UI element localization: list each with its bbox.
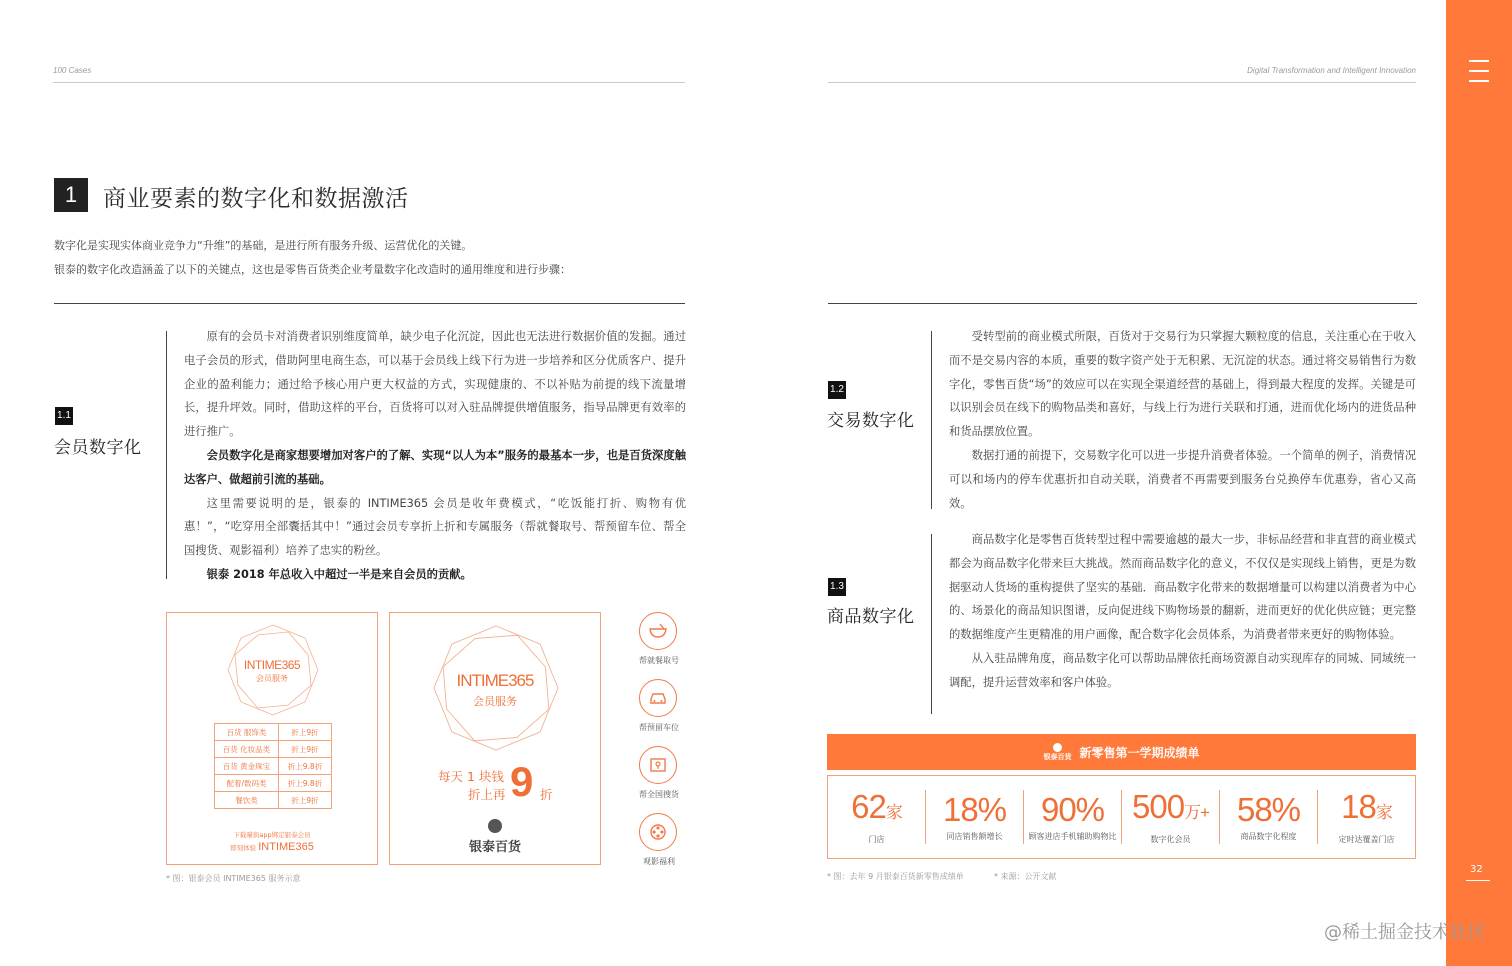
stat-item	[1122, 776, 1219, 858]
stat-number: 90%	[1040, 790, 1105, 828]
stat-number: 500	[1132, 787, 1185, 825]
member-para-4: 银泰 2018 年总收入中超过一半是来自会员的贡献。	[206, 567, 472, 581]
page-number-underline	[1466, 880, 1490, 881]
stat-value	[1040, 790, 1105, 828]
transaction-para-2: 数据打通的前提下，交易数字化可以进一步提升消费者体验。一个简单的例子，消费情况可以和场内的停车优惠折扣自动关联，消费者不再需要到服务台兑换停车优惠券，省心又高效。	[949, 448, 1416, 510]
discount-value: 折上9折	[279, 724, 332, 741]
service-item-search	[624, 746, 694, 800]
subsection-vline-1-3	[931, 534, 932, 714]
card-right-logo-sub: 会员服务	[473, 695, 517, 708]
service-label-movie: 观影福利	[643, 857, 675, 866]
stat-value	[1341, 787, 1392, 830]
intro-line-2: 银泰的数字化改造涵盖了以下的关键点，这也是零售百货类企业考量数字化改造时的通用维度和进行步骤：	[54, 263, 571, 276]
discount-row	[215, 741, 332, 758]
page-number: 32	[1470, 864, 1483, 875]
stat-number: 62	[851, 787, 886, 825]
discount-category: 百货 化妆品类	[215, 741, 279, 758]
card-right-logo: INTIME365	[456, 671, 534, 690]
card-left-footer-1: 下载喵街app绑定银泰会员	[233, 831, 311, 839]
service-label-dining: 帮就餐取号	[639, 656, 679, 665]
discount-value: 折上9.8折	[279, 775, 332, 792]
discount-category: 百货 服饰类	[215, 724, 279, 741]
subsection-title-transaction: 交易数字化	[827, 411, 915, 431]
card-left-footer-logo: INTIME365	[258, 841, 314, 853]
card-right-slogan-1: 每天 1 块钱	[438, 769, 504, 784]
stats-title: 新零售第一学期成绩单	[1079, 745, 1200, 760]
discount-row	[215, 775, 332, 792]
service-item-dining	[624, 612, 694, 666]
stat-label: 数字化会员	[1150, 834, 1191, 844]
header-left: 100 Cases	[53, 66, 92, 75]
product-body	[949, 528, 1416, 695]
services-column	[624, 612, 694, 870]
stat-label: 定时达覆盖门店	[1338, 834, 1395, 844]
member-para-3: 这里需要说明的是，银泰的 INTIME365 会员是收年费模式，“吃饭能打折、购物有优惠！”，“吃穿用全部囊括其中！”通过会员专享折上折和专属服务（帮就餐取号、帮预留车位、帮全国搜货、观影福利）培养了忠实的粉丝。	[184, 496, 686, 558]
subsection-vline-1-2	[931, 331, 932, 509]
stat-label: 同店销售额增长	[946, 831, 1003, 841]
header-divider-left	[53, 82, 685, 83]
caption-right-1: * 图：去年 9 月银泰百货新零售成绩单	[827, 872, 964, 881]
membership-card-left	[166, 612, 378, 865]
caption-right-2: * 来源：公开文献	[994, 872, 1057, 881]
transaction-body	[949, 325, 1416, 515]
discount-category: 百货 黄金珠宝	[215, 758, 279, 775]
stat-unit: 家	[1375, 802, 1392, 822]
discount-table	[214, 723, 332, 809]
intime-brand-icon	[488, 819, 502, 833]
stat-value	[1236, 790, 1301, 828]
car-icon	[639, 679, 677, 717]
stat-unit: 家	[885, 802, 902, 822]
map-icon	[639, 746, 677, 784]
stat-number: 58%	[1236, 790, 1301, 828]
discount-row	[215, 758, 332, 775]
card-left-footer-2: 即刻体验	[230, 844, 257, 852]
card-right-big-suffix: 折	[540, 787, 553, 802]
stat-item	[1024, 776, 1121, 858]
divider-left	[54, 303, 685, 304]
member-body	[184, 325, 686, 587]
side-bar	[1446, 0, 1512, 966]
stat-value	[1132, 787, 1209, 830]
member-para-2: 会员数字化是商家想要增加对客户的了解、实现“以人为本”服务的最基本一步，也是百货深度触达客户、做超前引流的基础。	[184, 448, 686, 486]
intro-line-1: 数字化是实现实体商业竞争力“升维”的基础，是进行所有服务升级、运营优化的关键。	[54, 239, 473, 252]
service-label-parking: 帮预留车位	[639, 723, 679, 732]
stats-panel	[827, 775, 1416, 859]
header-divider-right	[828, 82, 1416, 83]
subsection-badge-1-2: 1.2	[828, 381, 846, 399]
discount-value: 折上9.8折	[279, 758, 332, 775]
discount-value: 折上9折	[279, 741, 332, 758]
header-right: Digital Transformation and Intelligent Innovation	[1247, 66, 1416, 75]
stat-number: 18%	[942, 790, 1007, 828]
discount-row	[215, 792, 332, 809]
card-right-slogan-2: 折上再	[468, 787, 506, 802]
discount-category: 餐饮类	[215, 792, 279, 809]
card-left-logo: INTIME365	[243, 658, 301, 672]
hamburger-icon[interactable]	[1469, 58, 1489, 84]
service-item-parking	[624, 679, 694, 733]
intime-logo-icon	[1053, 743, 1062, 752]
stat-item	[926, 776, 1023, 858]
card-left-logo-sub: 会员服务	[256, 674, 288, 683]
caption-left: * 图：银泰会员 INTIME365 服务示意	[166, 874, 301, 883]
divider-right	[828, 303, 1417, 304]
discount-row	[215, 724, 332, 741]
stat-value	[942, 790, 1007, 828]
subsection-vline-1-1	[166, 331, 167, 579]
stat-value	[851, 787, 902, 830]
stats-header	[827, 734, 1416, 770]
discount-category: 配着/数码类	[215, 775, 279, 792]
subsection-badge-1-1: 1.1	[55, 407, 73, 425]
service-label-search: 帮全国搜货	[639, 790, 679, 799]
subsection-badge-1-3: 1.3	[828, 578, 846, 596]
stat-label: 顾客进店手机辅助购物比	[1028, 831, 1117, 841]
stats-brand: 银泰百货	[1043, 752, 1072, 761]
service-item-movie	[624, 813, 694, 867]
product-para-1: 商品数字化是零售百货转型过程中需要逾越的最大一步，非标品经营和非直营的商业模式都会为商品数字化带来巨大挑战。然而商品数字化的意义，不仅仅是实现线上销售，更是为数据驱动人货场的重构提供了坚实的基础．商品数字化带来的数据增量可以构建以消费者为中心的、场景化的商品知识图谱，反向促进线下购物场景的翻新，进而更好的优化供应链；更完整的数据维度产生更精准的用户画像，配合数字化会员体系，为消费者带来更好的购物体验。	[949, 533, 1416, 642]
discount-value: 折上9折	[279, 792, 332, 809]
stat-unit: 万+	[1184, 802, 1209, 822]
subsection-title-member: 会员数字化	[54, 438, 142, 458]
stat-label: 门店	[868, 834, 885, 844]
stat-number: 18	[1341, 787, 1376, 825]
film-reel-icon	[639, 813, 677, 851]
stat-item	[828, 776, 925, 858]
bowl-icon	[639, 612, 677, 650]
subsection-title-product: 商品数字化	[827, 607, 915, 627]
section-title: 商业要素的数字化和数据激活	[103, 186, 409, 212]
watermark: @稀土掘金技术社区	[1324, 922, 1486, 943]
card-right-big-num: 9	[510, 758, 534, 805]
card-right-brand: 银泰百货	[468, 840, 521, 855]
stat-label: 商品数字化程度	[1240, 831, 1297, 841]
section-number-box: 1	[54, 178, 88, 212]
member-para-1: 原有的会员卡对消费者识别维度简单，缺少电子化沉淀，因此也无法进行数据价值的发掘。通过电子会员的形式，借助阿里电商生态，可以基于会员线上线下行为进一步培养和区分优质客户、提升企业的盈利能力；通过给予核心用户更大权益的方式，实现健康的、不以补贴为前提的线下流量增长，提升坪效。同时，借助这样的平台，百货将可以对入驻品牌提供增值服务，指导品牌更有效率的进行推广。	[184, 330, 686, 439]
product-para-2: 从入驻品牌角度，商品数字化可以帮助品牌依托商场资源自动实现库存的同城、同域统一调配，提升运营效率和客户体验。	[949, 651, 1416, 689]
transaction-para-1: 受转型前的商业模式所限，百货对于交易行为只掌握大颗粒度的信息，关注重心在于收入而不是交易内容的本质，重要的数字资产处于无积累、无沉淀的状态。通过将交易销售行为数字化，零售百货“场”的效应可以在实现全渠道经营的基础上，得到最大程度的发挥。关键是可以识别会员在线下的购物品类和喜好，与线上行为进行关联和打通，进而优化场内的进货品种和货品摆放位置。	[949, 330, 1416, 439]
membership-card-right	[389, 612, 601, 865]
stat-item	[1318, 776, 1415, 858]
stat-item	[1220, 776, 1317, 858]
